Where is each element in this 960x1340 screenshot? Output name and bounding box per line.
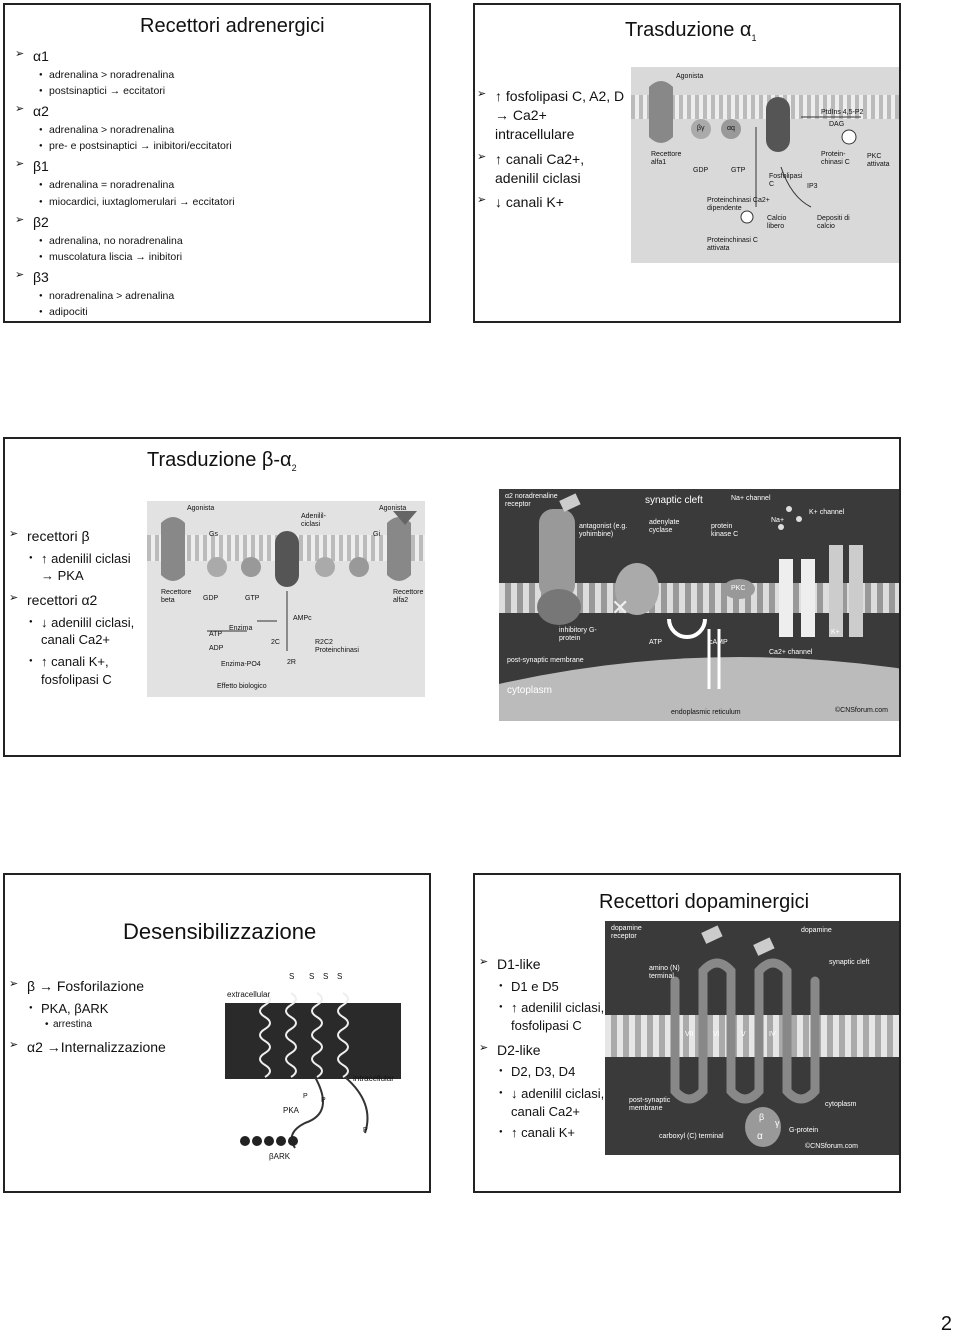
bullet-alpha1: ➢ α1: [15, 47, 425, 66]
figure-label: synaptic cleft: [645, 495, 703, 506]
figure-label: PKA: [283, 1106, 300, 1115]
synapse-shapes: [499, 489, 901, 721]
figure-label: Na+: [771, 517, 785, 524]
figure-label: Proteinchinasi C attivata: [707, 237, 758, 252]
page-number: 2: [940, 1313, 952, 1335]
figure-label: Depositi di calcio: [817, 215, 850, 230]
figure-label: Recettore alfa2: [393, 589, 424, 604]
sub-bullet: ● ↑ canali K+, fosfolipasi C: [9, 653, 145, 688]
bullet-k-channels: ➢ ↓ canali K+: [477, 193, 627, 212]
figure-label: VII: [685, 1031, 694, 1038]
figure-label: βγ: [697, 125, 705, 132]
figure-label: ©CNSforum.com: [835, 707, 888, 714]
figure-label: Effetto biologico: [217, 683, 267, 690]
figure-label: S: [289, 973, 295, 981]
figure-label: amino (N) terminal: [649, 965, 680, 980]
figure-label: antagonist (e.g. yohimbine): [579, 523, 628, 538]
figure-label: Proteinchinasi Ca2+ dipendente: [707, 197, 770, 212]
sub-bullet: ● muscolatura liscia → inibitori: [15, 250, 425, 264]
figure-label: AMPc: [293, 615, 312, 622]
figure-label: intracellular: [353, 1074, 394, 1083]
figure-label: K+ channel: [809, 509, 845, 516]
dopamine-receptor-illustration: [605, 921, 899, 1155]
bullet-alpha2-internalization: ➢ α2 →Internalizzazione: [9, 1038, 209, 1057]
figure-label: 2C: [271, 639, 280, 646]
bullet-list: [15, 43, 425, 319]
beta-alpha2-pathway-diagram: [147, 501, 425, 697]
figure-label: endoplasmic reticulum: [671, 709, 741, 716]
figure-label: GTP: [245, 595, 260, 602]
figure-label: P: [303, 1093, 308, 1100]
sub-bullet: ● D2, D3, D4: [479, 1063, 605, 1081]
sub-bullet: ● ↑ adenilil ciclasi → PKA: [9, 550, 145, 585]
figure-label: P: [321, 1097, 326, 1104]
figure-label: ©CNSforum.com: [805, 1143, 858, 1150]
slide-desensitization: [3, 873, 431, 1193]
figure-label: adenylate cyclase: [649, 519, 680, 534]
figure-label: ATP: [649, 639, 663, 646]
sub-bullet: ● ↑ adenilil ciclasi, fosfolipasi C: [479, 999, 605, 1034]
figure-label: inhibitory G-protein: [559, 627, 597, 642]
figure-label: IP3: [807, 183, 818, 190]
figure-label: dopamine: [801, 927, 832, 934]
figure-label: GDP: [693, 167, 709, 174]
slide-title: Recettori dopaminergici: [599, 891, 810, 913]
receptor-shapes: [605, 921, 899, 1155]
bullet-d2-like: ➢ D2-like: [479, 1041, 605, 1060]
slide-title: [147, 449, 297, 473]
bullet-list: [479, 949, 605, 1142]
figure-label: extracellular: [227, 990, 271, 999]
figure-label: synaptic cleft: [829, 959, 870, 966]
sub-bullet: ● miocardici, iuxtaglomerulari → eccitatori: [15, 195, 425, 209]
figure-label: αq: [727, 125, 735, 132]
bullet-d1-like: ➢ D1-like: [479, 955, 605, 974]
figure-label: Recettore beta: [161, 589, 192, 604]
figure-label: Enzima: [229, 625, 253, 632]
figure-label: Fosfolipasi C: [769, 173, 803, 188]
figure-label: βARK: [269, 1152, 291, 1161]
figure-label: Na+ channel: [731, 495, 771, 502]
figure-label: Calcio libero: [767, 215, 787, 230]
sub-bullet: ● noradrenalina > adrenalina: [15, 289, 425, 303]
figure-label: G-protein: [789, 1127, 819, 1134]
figure-label: GDP: [203, 595, 219, 602]
figure-label: P: [363, 1127, 368, 1134]
figure-label: cAMP: [709, 639, 728, 646]
figure-label: PKC attivata: [867, 153, 890, 168]
receptor-phosphorylation-diagram: [225, 973, 401, 1163]
slide-beta-alpha2-transduction: [3, 437, 901, 757]
figure-label: Gs: [209, 531, 218, 538]
sub-bullet: ● adrenalina = noradrenalina: [15, 178, 425, 192]
figure-label: post-synaptic membrane: [507, 657, 584, 664]
figure-label: K+: [831, 629, 840, 636]
figure-label: S: [309, 973, 315, 981]
figure-label: PKC: [731, 585, 746, 592]
sub-bullet: ● postsinaptici → eccitatori: [15, 84, 425, 98]
bullet-alpha2: ➢ α2: [15, 102, 425, 121]
figure-label: IV: [769, 1031, 776, 1038]
bullet-beta3: ➢ β3: [15, 268, 425, 287]
sub-bullet: ● adipociti: [15, 305, 425, 319]
slide-alpha1-transduction: [473, 3, 901, 323]
sub-bullet: ● ↓ adenilil ciclasi, canali Ca2+: [479, 1085, 605, 1120]
figure-label: carboxyl (C) terminal: [659, 1133, 724, 1140]
figure-label: VI: [713, 1031, 720, 1038]
sub-bullet: ● PKA, βARK: [9, 1000, 209, 1018]
sub-bullet: ● adrenalina, no noradrenalina: [15, 234, 425, 248]
bullet-beta-phosphorylation: ➢ β → Fosforilazione: [9, 977, 209, 996]
figure-label: S: [323, 973, 329, 981]
bullet-list: [9, 521, 145, 688]
figure-label: Enzima-PO4: [221, 661, 261, 668]
bullet-beta-receptors: ➢ recettori β: [9, 527, 145, 546]
figure-label: ADP: [209, 645, 224, 652]
sub-bullet: ● ↑ canali K+: [479, 1124, 605, 1142]
figure-label: Adenilil-ciclasi: [301, 513, 326, 528]
figure-label: Protein-chinasi C: [821, 151, 850, 166]
figure-label: Agonista: [676, 73, 704, 80]
figure-label: Agonista: [379, 505, 407, 512]
sub-sub-bullet: • arrestina: [9, 1018, 209, 1032]
figure-label: ATP: [209, 631, 223, 638]
svg-text:✕: ✕: [611, 596, 630, 621]
sub-bullet: ● adrenalina > noradrenalina: [15, 68, 425, 82]
figure-label: cytoplasm: [825, 1101, 857, 1108]
bullet-plc: ➢ ↑ fosfolipasi C, A2, D → Ca2+ intracellulare: [477, 87, 627, 144]
figure-label: DAG: [829, 121, 845, 128]
figure-label: Ca2+ channel: [769, 649, 813, 656]
bullet-list: [477, 81, 627, 212]
sub-bullet: ● pre- e postsinaptici → inibitori/eccitatori: [15, 139, 425, 153]
title-subscript: 2: [291, 463, 297, 473]
sub-bullet: ● ↓ adenilil ciclasi, canali Ca2+: [9, 614, 145, 649]
bullet-alpha2-receptors: ➢ recettori α2: [9, 591, 145, 610]
slide-adrenergic-receptors: [3, 3, 431, 323]
figure-label: Gi: [373, 531, 380, 538]
figure-label: α: [757, 1131, 763, 1142]
slide-title: [625, 19, 756, 43]
figure-label: cytoplasm: [507, 685, 553, 696]
sub-bullet: ● D1 e D5: [479, 978, 605, 996]
bullet-ca-channels: ➢ ↑ canali Ca2+, adenilil ciclasi: [477, 150, 627, 188]
figure-label: PtdIns 4,5-P2: [821, 109, 864, 116]
title-text: Trasduzione β-α: [147, 449, 292, 471]
figure-label: β: [759, 1112, 765, 1122]
slide-title: Recettori adrenergici: [140, 15, 325, 37]
bullet-beta2: ➢ β2: [15, 213, 425, 232]
figure-label: α2 noradrenaline receptor: [505, 493, 558, 508]
figure-label: 2R: [287, 659, 296, 666]
figure-label: dopamine receptor: [611, 925, 642, 940]
sub-bullet: ● adrenalina > noradrenalina: [15, 123, 425, 137]
slide-title: Desensibilizzazione: [123, 919, 317, 944]
figure-label: S: [337, 973, 343, 981]
figure-label: post-synaptic membrane: [629, 1097, 671, 1112]
alpha1-pathway-diagram: [631, 67, 899, 263]
title-text: Trasduzione α: [625, 19, 752, 41]
figure-label: V: [741, 1031, 746, 1038]
helix-shapes: [225, 973, 401, 1163]
figure-label: protein kinase C: [711, 523, 739, 538]
figure-label: Recettore alfa1: [651, 151, 682, 166]
figure-label: R2C2 Proteinchinasi: [315, 639, 359, 654]
figure-label: GTP: [731, 167, 746, 174]
title-subscript: 1: [751, 33, 757, 43]
figure-label: γ: [775, 1118, 780, 1128]
slide-dopaminergic-receptors: [473, 873, 901, 1193]
bullet-list: [9, 971, 209, 1057]
bullet-beta1: ➢ β1: [15, 157, 425, 176]
figure-label: Agonista: [187, 505, 215, 512]
alpha2-synapse-illustration: [499, 489, 901, 721]
